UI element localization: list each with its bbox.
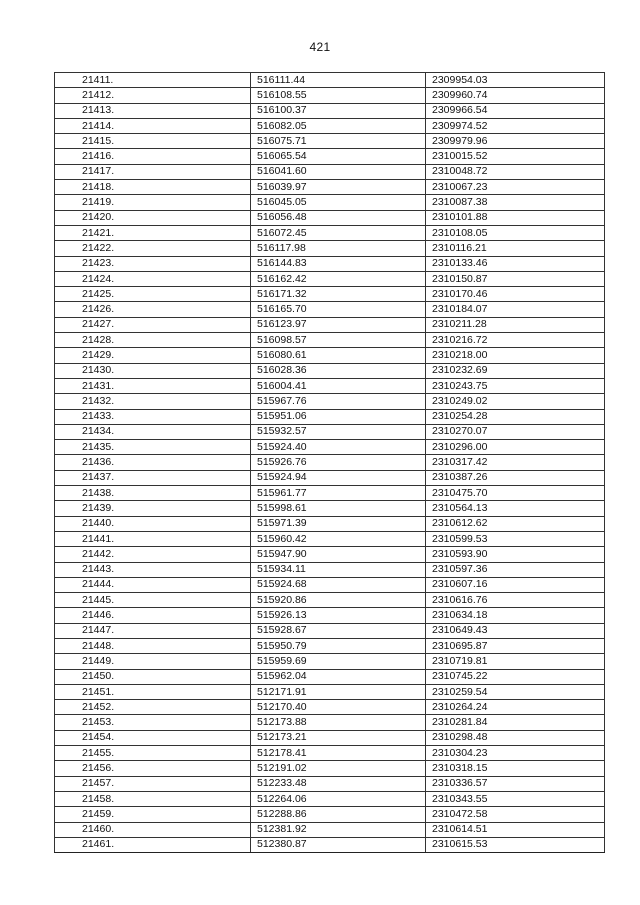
y-coordinate-cell: 2309960.74: [426, 88, 605, 103]
x-coordinate-cell: 516098.57: [251, 333, 426, 348]
x-coordinate-cell: 515924.40: [251, 440, 426, 455]
table-row: [55, 210, 605, 225]
point-number-cell: 21431.: [55, 378, 251, 393]
y-coordinate-cell: 2310170.46: [426, 287, 605, 302]
point-number-cell: 21449.: [55, 654, 251, 669]
table-row: [55, 669, 605, 684]
table-row: [55, 577, 605, 592]
x-coordinate-cell: 515934.11: [251, 562, 426, 577]
x-coordinate-cell: 516041.60: [251, 164, 426, 179]
point-number-cell: 21461.: [55, 837, 251, 852]
point-number-cell: 21442.: [55, 547, 251, 562]
point-number-cell: 21432.: [55, 394, 251, 409]
point-number-cell: 21429.: [55, 348, 251, 363]
x-coordinate-cell: 515961.77: [251, 486, 426, 501]
x-coordinate-cell: 515962.04: [251, 669, 426, 684]
x-coordinate-cell: 515960.42: [251, 531, 426, 546]
point-number-cell: 21459.: [55, 807, 251, 822]
point-number-cell: 21437.: [55, 470, 251, 485]
point-number-cell: 21436.: [55, 455, 251, 470]
point-number-cell: 21446.: [55, 608, 251, 623]
x-coordinate-cell: 516171.32: [251, 287, 426, 302]
y-coordinate-cell: 2310616.76: [426, 593, 605, 608]
x-coordinate-cell: 516065.54: [251, 149, 426, 164]
point-number-cell: 21456.: [55, 761, 251, 776]
y-coordinate-cell: 2310336.57: [426, 776, 605, 791]
table-row: [55, 302, 605, 317]
point-number-cell: 21423.: [55, 256, 251, 271]
x-coordinate-cell: 515926.76: [251, 455, 426, 470]
x-coordinate-cell: 515947.90: [251, 547, 426, 562]
y-coordinate-cell: 2310184.07: [426, 302, 605, 317]
table-row: [55, 562, 605, 577]
x-coordinate-cell: 516004.41: [251, 378, 426, 393]
point-number-cell: 21433.: [55, 409, 251, 424]
y-coordinate-cell: 2310232.69: [426, 363, 605, 378]
table-row: [55, 455, 605, 470]
y-coordinate-cell: 2310116.21: [426, 241, 605, 256]
table-row: [55, 486, 605, 501]
table-row: [55, 195, 605, 210]
y-coordinate-cell: 2310317.42: [426, 455, 605, 470]
x-coordinate-cell: 515924.68: [251, 577, 426, 592]
y-coordinate-cell: 2310259.54: [426, 684, 605, 699]
x-coordinate-cell: 515971.39: [251, 516, 426, 531]
x-coordinate-cell: 515932.57: [251, 424, 426, 439]
y-coordinate-cell: 2310298.48: [426, 730, 605, 745]
table-row: [55, 424, 605, 439]
y-coordinate-cell: 2310216.72: [426, 333, 605, 348]
table-row: [55, 256, 605, 271]
table-row: [55, 73, 605, 88]
point-number-cell: 21440.: [55, 516, 251, 531]
point-number-cell: 21411.: [55, 73, 251, 88]
point-number-cell: 21444.: [55, 577, 251, 592]
table-row: [55, 241, 605, 256]
x-coordinate-cell: 515950.79: [251, 638, 426, 653]
point-number-cell: 21427.: [55, 317, 251, 332]
table-row: [55, 134, 605, 149]
x-coordinate-cell: 516108.55: [251, 88, 426, 103]
y-coordinate-cell: 2309954.03: [426, 73, 605, 88]
x-coordinate-cell: 516111.44: [251, 73, 426, 88]
y-coordinate-cell: 2310249.02: [426, 394, 605, 409]
y-coordinate-cell: 2310211.28: [426, 317, 605, 332]
y-coordinate-cell: 2310745.22: [426, 669, 605, 684]
point-number-cell: 21417.: [55, 164, 251, 179]
y-coordinate-cell: 2310281.84: [426, 715, 605, 730]
table-row: [55, 746, 605, 761]
y-coordinate-cell: 2310270.07: [426, 424, 605, 439]
point-number-cell: 21418.: [55, 180, 251, 195]
coordinates-table-body: [55, 73, 605, 853]
point-number-cell: 21430.: [55, 363, 251, 378]
y-coordinate-cell: 2310087.38: [426, 195, 605, 210]
point-number-cell: 21420.: [55, 210, 251, 225]
y-coordinate-cell: 2310387.26: [426, 470, 605, 485]
point-number-cell: 21448.: [55, 638, 251, 653]
y-coordinate-cell: 2310048.72: [426, 164, 605, 179]
x-coordinate-cell: 515926.13: [251, 608, 426, 623]
table-row: [55, 149, 605, 164]
y-coordinate-cell: 2310564.13: [426, 501, 605, 516]
table-row: [55, 761, 605, 776]
table-row: [55, 103, 605, 118]
page-number: 421: [309, 40, 331, 54]
y-coordinate-cell: 2310133.46: [426, 256, 605, 271]
point-number-cell: 21454.: [55, 730, 251, 745]
x-coordinate-cell: 516100.37: [251, 103, 426, 118]
x-coordinate-cell: 516045.05: [251, 195, 426, 210]
y-coordinate-cell: 2310607.16: [426, 577, 605, 592]
x-coordinate-cell: 515959.69: [251, 654, 426, 669]
table-row: [55, 776, 605, 791]
point-number-cell: 21428.: [55, 333, 251, 348]
x-coordinate-cell: 515920.86: [251, 593, 426, 608]
point-number-cell: 21455.: [55, 746, 251, 761]
point-number-cell: 21419.: [55, 195, 251, 210]
point-number-cell: 21434.: [55, 424, 251, 439]
table-row: [55, 348, 605, 363]
table-row: [55, 700, 605, 715]
point-number-cell: 21415.: [55, 134, 251, 149]
table-row: [55, 608, 605, 623]
point-number-cell: 21412.: [55, 88, 251, 103]
point-number-cell: 21458.: [55, 791, 251, 806]
table-row: [55, 470, 605, 485]
y-coordinate-cell: 2310264.24: [426, 700, 605, 715]
y-coordinate-cell: 2310612.62: [426, 516, 605, 531]
x-coordinate-cell: 516056.48: [251, 210, 426, 225]
y-coordinate-cell: 2310599.53: [426, 531, 605, 546]
table-row: [55, 88, 605, 103]
table-row: [55, 516, 605, 531]
table-row: [55, 623, 605, 638]
table-row: [55, 593, 605, 608]
x-coordinate-cell: 512178.41: [251, 746, 426, 761]
table-row: [55, 180, 605, 195]
x-coordinate-cell: 516144.83: [251, 256, 426, 271]
table-row: [55, 822, 605, 837]
table-row: [55, 501, 605, 516]
x-coordinate-cell: 516080.61: [251, 348, 426, 363]
y-coordinate-cell: 2310243.75: [426, 378, 605, 393]
table-row: [55, 409, 605, 424]
point-number-cell: 21424.: [55, 271, 251, 286]
y-coordinate-cell: 2310304.23: [426, 746, 605, 761]
table-row: [55, 791, 605, 806]
y-coordinate-cell: 2310475.70: [426, 486, 605, 501]
x-coordinate-cell: 516028.36: [251, 363, 426, 378]
x-coordinate-cell: 512170.40: [251, 700, 426, 715]
point-number-cell: 21438.: [55, 486, 251, 501]
x-coordinate-cell: 516039.97: [251, 180, 426, 195]
x-coordinate-cell: 516072.45: [251, 225, 426, 240]
coordinates-table: [54, 72, 605, 853]
y-coordinate-cell: 2310318.15: [426, 761, 605, 776]
point-number-cell: 21426.: [55, 302, 251, 317]
y-coordinate-cell: 2310101.88: [426, 210, 605, 225]
x-coordinate-cell: 512264.06: [251, 791, 426, 806]
y-coordinate-cell: 2309979.96: [426, 134, 605, 149]
table-row: [55, 287, 605, 302]
x-coordinate-cell: 515998.61: [251, 501, 426, 516]
x-coordinate-cell: 512288.86: [251, 807, 426, 822]
table-row: [55, 271, 605, 286]
table-row: [55, 715, 605, 730]
table-row: [55, 440, 605, 455]
y-coordinate-cell: 2310719.81: [426, 654, 605, 669]
point-number-cell: 21422.: [55, 241, 251, 256]
y-coordinate-cell: 2310343.55: [426, 791, 605, 806]
table-row: [55, 225, 605, 240]
table-row: [55, 654, 605, 669]
x-coordinate-cell: 516075.71: [251, 134, 426, 149]
table-row: [55, 531, 605, 546]
point-number-cell: 21451.: [55, 684, 251, 699]
point-number-cell: 21421.: [55, 225, 251, 240]
point-number-cell: 21413.: [55, 103, 251, 118]
y-coordinate-cell: 2310634.18: [426, 608, 605, 623]
y-coordinate-cell: 2309974.52: [426, 118, 605, 133]
y-coordinate-cell: 2310296.00: [426, 440, 605, 455]
y-coordinate-cell: 2310615.53: [426, 837, 605, 852]
x-coordinate-cell: 516117.98: [251, 241, 426, 256]
table-row: [55, 684, 605, 699]
x-coordinate-cell: 512191.02: [251, 761, 426, 776]
table-row: [55, 363, 605, 378]
x-coordinate-cell: 515928.67: [251, 623, 426, 638]
x-coordinate-cell: 515967.76: [251, 394, 426, 409]
x-coordinate-cell: 516165.70: [251, 302, 426, 317]
point-number-cell: 21425.: [55, 287, 251, 302]
point-number-cell: 21457.: [55, 776, 251, 791]
table-row: [55, 164, 605, 179]
y-coordinate-cell: 2310614.51: [426, 822, 605, 837]
y-coordinate-cell: 2310218.00: [426, 348, 605, 363]
table-row: [55, 317, 605, 332]
table-row: [55, 730, 605, 745]
point-number-cell: 21441.: [55, 531, 251, 546]
x-coordinate-cell: 512381.92: [251, 822, 426, 837]
y-coordinate-cell: 2310067.23: [426, 180, 605, 195]
table-row: [55, 547, 605, 562]
y-coordinate-cell: 2310597.36: [426, 562, 605, 577]
point-number-cell: 21445.: [55, 593, 251, 608]
y-coordinate-cell: 2310649.43: [426, 623, 605, 638]
point-number-cell: 21414.: [55, 118, 251, 133]
y-coordinate-cell: 2310695.87: [426, 638, 605, 653]
y-coordinate-cell: 2310593.90: [426, 547, 605, 562]
y-coordinate-cell: 2310472.58: [426, 807, 605, 822]
table-row: [55, 807, 605, 822]
y-coordinate-cell: 2310108.05: [426, 225, 605, 240]
point-number-cell: 21435.: [55, 440, 251, 455]
table-row: [55, 333, 605, 348]
x-coordinate-cell: 516162.42: [251, 271, 426, 286]
table-row: [55, 378, 605, 393]
point-number-cell: 21447.: [55, 623, 251, 638]
y-coordinate-cell: 2310015.52: [426, 149, 605, 164]
x-coordinate-cell: 512171.91: [251, 684, 426, 699]
y-coordinate-cell: 2309966.54: [426, 103, 605, 118]
point-number-cell: 21450.: [55, 669, 251, 684]
point-number-cell: 21452.: [55, 700, 251, 715]
table-row: [55, 394, 605, 409]
point-number-cell: 21443.: [55, 562, 251, 577]
x-coordinate-cell: 516123.97: [251, 317, 426, 332]
x-coordinate-cell: 515924.94: [251, 470, 426, 485]
table-row: [55, 837, 605, 852]
x-coordinate-cell: 512233.48: [251, 776, 426, 791]
x-coordinate-cell: 512173.21: [251, 730, 426, 745]
point-number-cell: 21439.: [55, 501, 251, 516]
x-coordinate-cell: 512173.88: [251, 715, 426, 730]
y-coordinate-cell: 2310150.87: [426, 271, 605, 286]
point-number-cell: 21453.: [55, 715, 251, 730]
table-row: [55, 638, 605, 653]
x-coordinate-cell: 512380.87: [251, 837, 426, 852]
y-coordinate-cell: 2310254.28: [426, 409, 605, 424]
x-coordinate-cell: 515951.06: [251, 409, 426, 424]
point-number-cell: 21416.: [55, 149, 251, 164]
x-coordinate-cell: 516082.05: [251, 118, 426, 133]
table-row: [55, 118, 605, 133]
point-number-cell: 21460.: [55, 822, 251, 837]
